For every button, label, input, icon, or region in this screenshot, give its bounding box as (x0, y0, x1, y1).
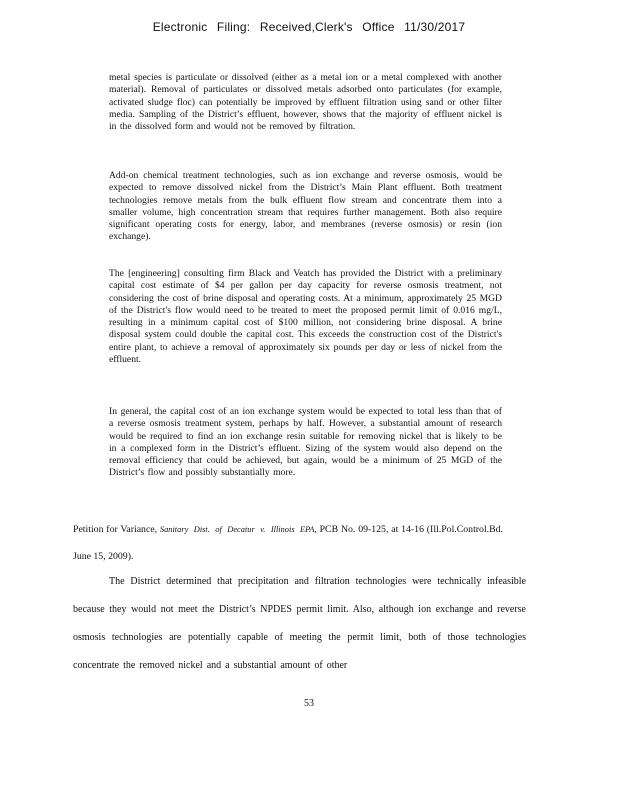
block-quote-paragraph-3 (109, 268, 502, 366)
case-citation (73, 516, 503, 570)
quote-paragraph-text: Add-on chemical treatment technologies, such as ion exchange and reverse osmosis, would be expected to remove dissolved nickel from the District’s Main Plant effluent. Both treatment technologies remove metals from the bulk effluent flow stream and concentrate them into a smaller volume, high concentration stream that requires further management. Both also require significant operating costs for energy, labor, and membranes (reverse osmosis) or resin (ion exchange). (109, 170, 502, 243)
citation-case-name: Sanitary Dist. of Decatur v. Illinois EPA (159, 525, 315, 534)
filing-stamp-header: Electronic Filing: Received,Clerk's Office 11/30/2017 (152, 20, 466, 34)
quote-paragraph-text: The [engineering] consulting firm Black and Veatch has provided the District with a preliminary capital cost estimate of $4 per gallon per day capacity for reverse osmosis treatment, not considering the cost of brine disposal and operating costs. At a minimum, approximately 25 MGD of the District's flow would need to be treated to meet the proposed permit limit of 0.016 mg/L, resulting in a minimum capital cost of $100 million, not considering brine disposal. A brine disposal system could double the capital cost. This exceeds the construction cost of the District's entire plant, to achieve a removal of approximately six pounds per day or less of nickel from the effluent. (109, 268, 502, 366)
block-quote-paragraph-4 (109, 406, 502, 480)
body-paragraph-text: The District determined that precipitation and filtration technologies were technically infeasible because they would not meet the District’s NPDES permit limit. Also, although ion exchange and reverse osmosis technologies are potentially capable of meeting the permit limit, both of those technologies concentrate the removed nickel and a substantial amount of other (73, 576, 526, 671)
body-paragraph (73, 568, 526, 680)
block-quote-paragraph-2 (109, 170, 502, 244)
quote-paragraph-text: In general, the capital cost of an ion exchange system would be expected to total less than that of a reverse osmosis treatment system, perhaps by half. However, a substantial amount of research would be required to find an ion exchange resin suitable for removing nickel that is likely to be in a complexed form in the District’s effluent. Sizing of the system would also depend on the removal efficiency that could be achieved, but again, would be a minimum of 25 MGD of the District’s flow and possibly substantially more. (109, 406, 502, 479)
citation-prefix: Petition for Variance, (73, 524, 158, 535)
citation-suffix: , PCB No. 09-125, at 14-16 (Ill.Pol.Control.Bd. June 15, 2009). (73, 524, 504, 562)
page-number: 53 (304, 698, 314, 709)
block-quote-paragraph-1 (109, 72, 502, 133)
quote-paragraph-text: metal species is particulate or dissolved (either as a metal ion or a metal complexed with another material). Removal of particulates or dissolved metals adsorbed onto particulates (for example, activated sludge floc) can potentially be improved by effluent filtration using sand or other filter media. Sampling of the District’s effluent, however, shows that the majority of effluent nickel is in the dissolved form and would not be removed by filtration. (109, 72, 502, 133)
